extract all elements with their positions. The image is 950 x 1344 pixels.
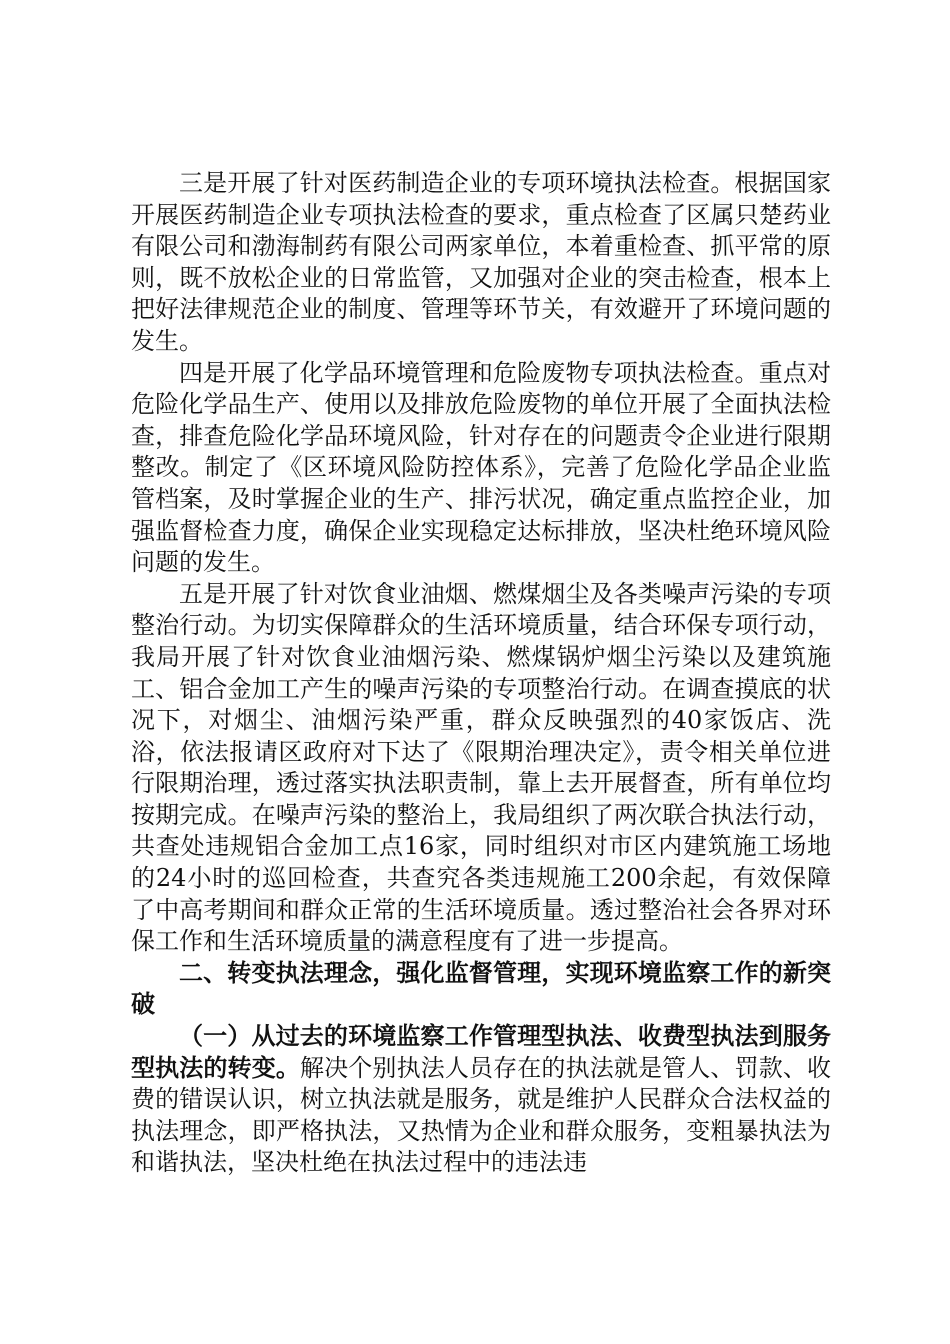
paragraph-pollution-campaign: 五是开展了针对饮食业油烟、燃煤烟尘及各类噪声污染的专项整治行动。为切实保障群众的生活环境质量，结合环保专项行动，我局开展了针对饮食业油烟污染、燃煤锅炉烟尘污染以及建筑施工、铝合金加工产生的噪声污染的专项整治行动。在调查摸底的状况下，对烟尘、油烟污染严重，群众反映强烈的40家饭店、洗浴，依法报请区政府对下达了《限期治理决定》，责令相关单位进行限期治理，透过落实执法职责制，靠上去开展督查，所有单位均按期完成。在噪声污染的整治上，我局组织了两次联合执法行动，共查处违规铝合金加工点16家，同时组织对市区内建筑施工场地的24小时的巡回检查，共查究各类违规施工200余起，有效保障了中高考期间和群众正常的生活环境质量。透过整治社会各界对环保工作和生活环境质量的满意程度有了进一步提高。 (131, 579, 831, 956)
paragraph-pharma-inspection: 三是开展了针对医药制造企业的专项环境执法检查。根据国家开展医药制造企业专项执法检查的要求，重点检查了区属只楚药业有限公司和渤海制药有限公司两家单位，本着重检查、抓平常的原则，既不放松企业的日常监管，又加强对企业的突击检查，根本上把好法律规范企业的制度、管理等环节关，有效避开了环境问题的发生。 (131, 169, 831, 355)
subsection-lead: （一）从过去的环境监察工作管理型执法、收费型执法到服务型执法的转变。 (131, 1022, 831, 1082)
subsection-body: 解决个别执法人员存在的执法就是管人、罚款、收费的错误认识，树立执法就是服务，就是维护人民群众合法权益的执法理念，即严格执法，又热情为企业和群众服务，变粗暴执法为和谐执法，坚决杜绝在执法过程中的违法违 (131, 1053, 831, 1177)
paragraph-chemical-inspection: 四是开展了化学品环境管理和危险废物专项执法检查。重点对危险化学品生产、使用以及排放危险废物的单位开展了全面执法检查，排查危险化学品环境风险，针对存在的问题责令企业进行限期整改。制定了《区环境风险防控体系》，完善了危险化学品企业监管档案，及时掌握企业的生产、排污状况，确定重点监控企业，加强监督检查力度，确保企业实现稳定达标排放，坚决杜绝环境风险问题的发生。 (131, 358, 831, 577)
document-page (131, 168, 831, 1179)
subsection-paragraph (131, 1021, 831, 1179)
section-heading: 二、转变执法理念，强化监督管理，实现环境监察工作的新突破 (131, 958, 831, 1019)
